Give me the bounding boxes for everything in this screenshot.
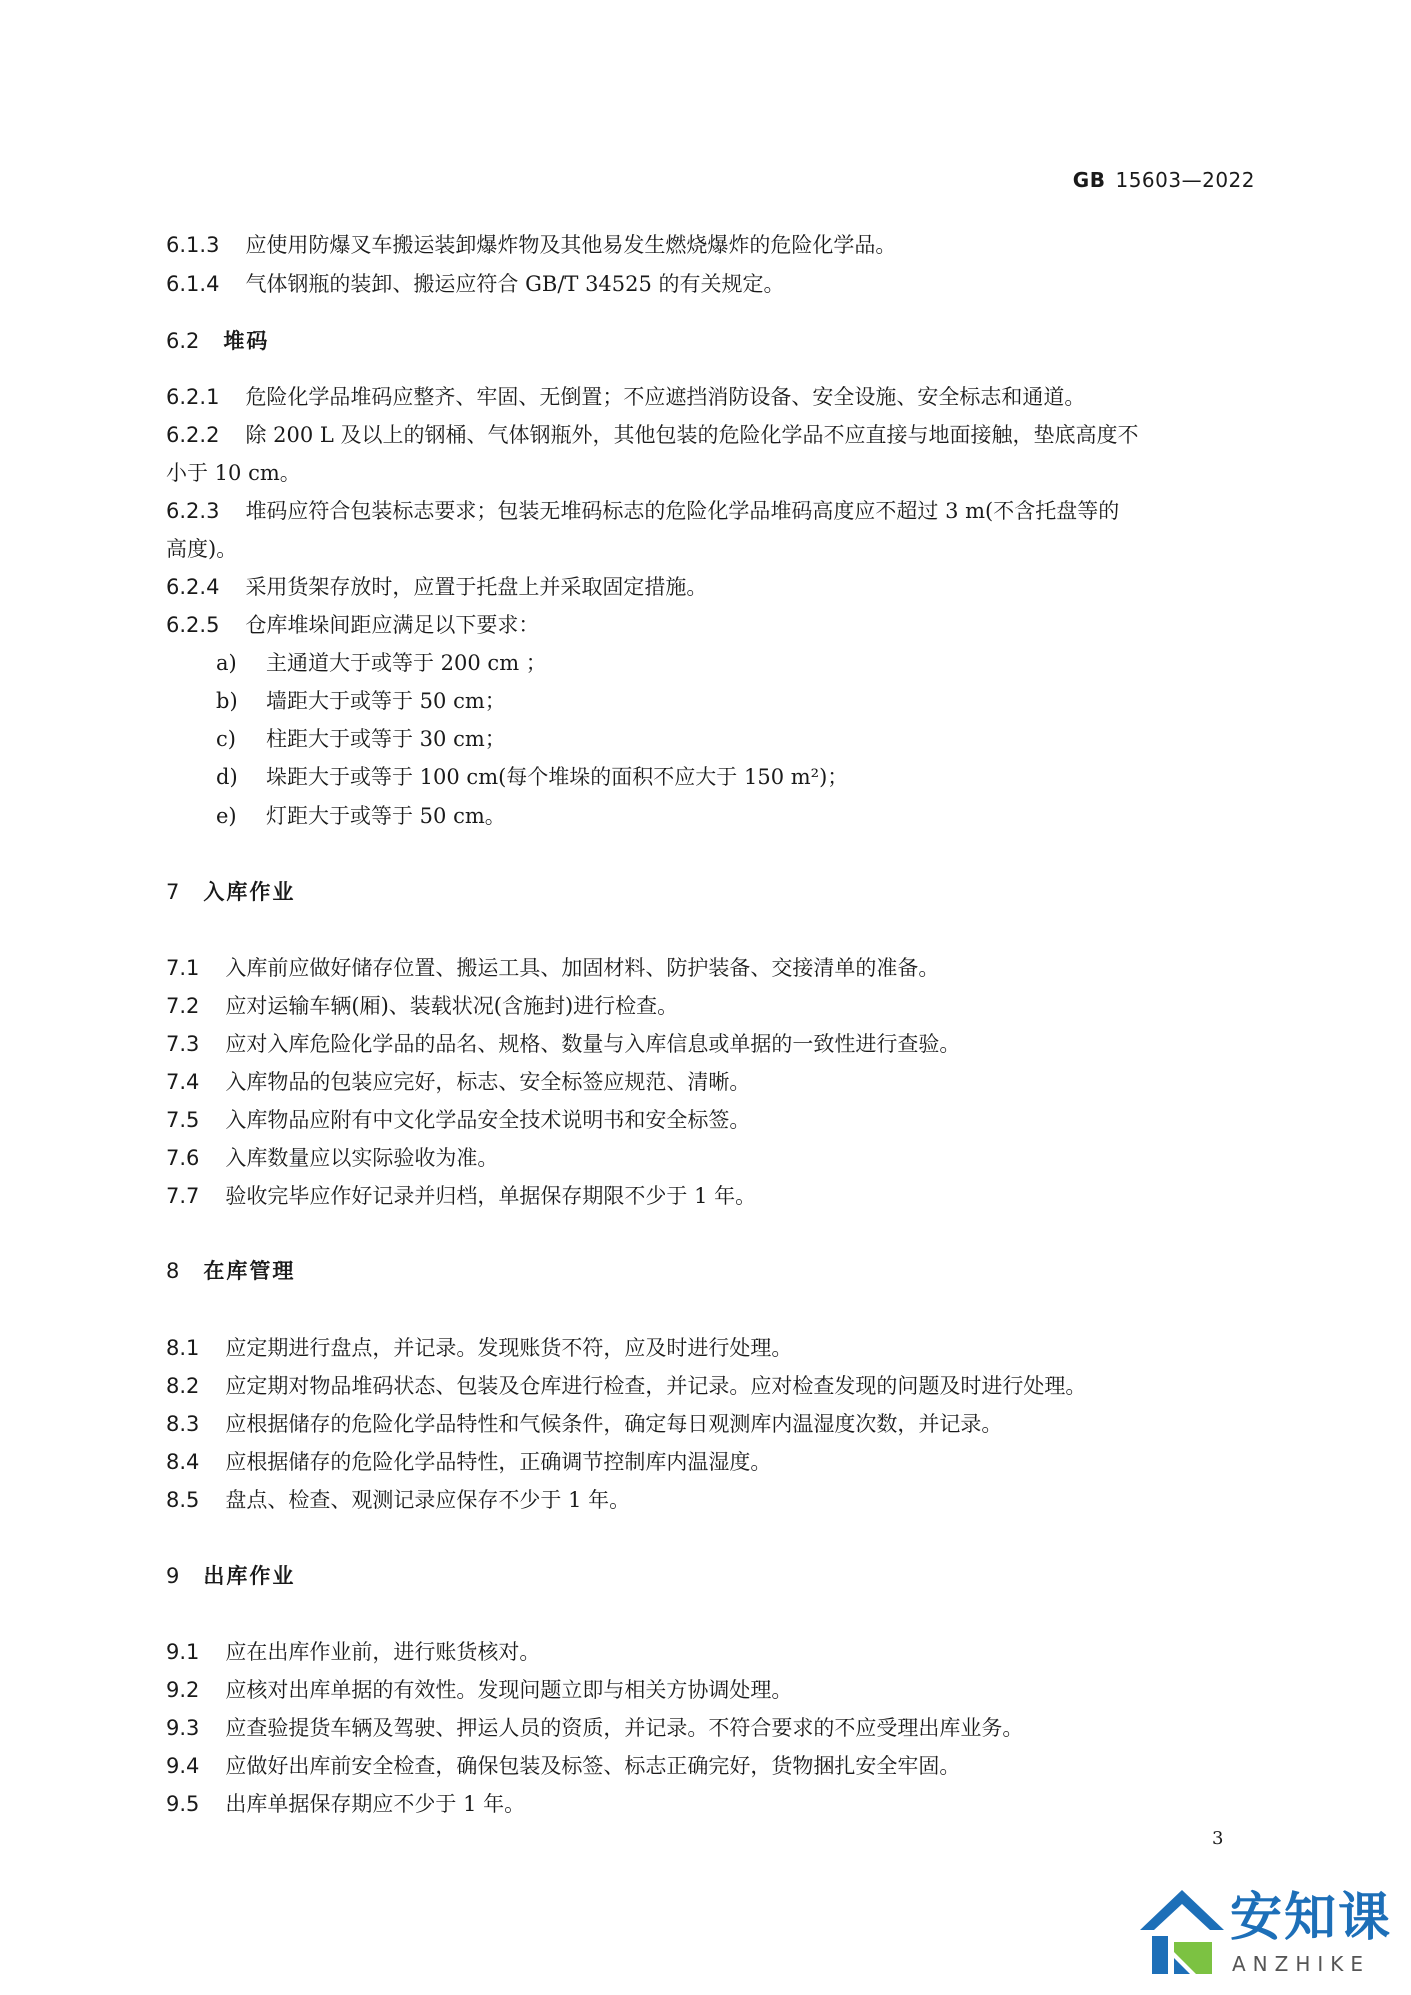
clause-number: 8.4 bbox=[166, 1450, 200, 1474]
clause-6-2-2 bbox=[166, 422, 1139, 448]
clause-text: 盘点、检查、观测记录应保存不少于 1 年。 bbox=[225, 1488, 631, 1512]
clause-text: 应根据储存的危险化学品特性和气候条件，确定每日观测库内温湿度次数，并记录。 bbox=[225, 1412, 1003, 1436]
clause-number: 7.5 bbox=[166, 1108, 200, 1132]
section-number: 8 bbox=[166, 1259, 180, 1283]
clause-7-2 bbox=[166, 993, 678, 1019]
clause-number: 6.2.4 bbox=[166, 575, 220, 599]
clause-7-1 bbox=[166, 955, 939, 981]
clause-text: 应定期进行盘点，并记录。发现账货不符，应及时进行处理。 bbox=[225, 1336, 793, 1360]
clause-8-1 bbox=[166, 1335, 792, 1361]
list-label: e) bbox=[216, 804, 237, 828]
clause-number: 9.3 bbox=[166, 1716, 200, 1740]
section-heading-6-2 bbox=[166, 328, 269, 354]
list-item bbox=[216, 803, 506, 829]
clause-number: 9.1 bbox=[166, 1640, 200, 1664]
clause-number: 6.2.3 bbox=[166, 499, 220, 523]
clause-9-3 bbox=[166, 1715, 1023, 1741]
header-prefix: GB bbox=[1072, 168, 1106, 192]
list-item bbox=[216, 688, 506, 714]
clause-7-6 bbox=[166, 1145, 498, 1171]
clause-9-5 bbox=[166, 1791, 525, 1817]
section-heading-8 bbox=[166, 1258, 295, 1284]
page-number: 3 bbox=[1212, 1828, 1224, 1849]
clause-text: 应对运输车辆(厢)、装载状况(含施封)进行检查。 bbox=[225, 994, 679, 1018]
list-label: d) bbox=[216, 765, 238, 789]
list-text: 主通道大于或等于 200 cm ； bbox=[266, 651, 547, 675]
clause-6-2-1 bbox=[166, 384, 1085, 410]
clause-text: 入库物品的包装应完好，标志、安全标签应规范、清晰。 bbox=[225, 1070, 751, 1094]
clause-6-1-3 bbox=[166, 232, 896, 258]
clause-6-2-2-continued: 小于 10 cm。 bbox=[166, 461, 301, 485]
list-item bbox=[216, 650, 547, 676]
clause-text: 应在出库作业前，进行账货核对。 bbox=[225, 1640, 541, 1664]
clause-number: 9.4 bbox=[166, 1754, 200, 1778]
clause-number: 8.5 bbox=[166, 1488, 200, 1512]
clause-text: 仓库堆垛间距应满足以下要求： bbox=[245, 613, 540, 637]
list-text: 灯距大于或等于 50 cm。 bbox=[266, 804, 506, 828]
clause-9-4 bbox=[166, 1753, 960, 1779]
clause-7-4 bbox=[166, 1069, 750, 1095]
clause-text: 气体钢瓶的装卸、搬运应符合 GB/T 34525 的有关规定。 bbox=[245, 272, 785, 296]
clause-number: 9.2 bbox=[166, 1678, 200, 1702]
list-text: 柱距大于或等于 30 cm； bbox=[266, 727, 506, 751]
clause-8-2 bbox=[166, 1373, 1086, 1399]
logo-text-en: ANZHIKE bbox=[1232, 1952, 1371, 1976]
clause-number: 6.1.4 bbox=[166, 272, 220, 296]
clause-number: 8.1 bbox=[166, 1336, 200, 1360]
section-number: 9 bbox=[166, 1564, 180, 1588]
logo-text-cn: 安知课 bbox=[1230, 1888, 1393, 1948]
clause-number: 6.2.2 bbox=[166, 423, 220, 447]
anzhike-logo bbox=[1138, 1886, 1400, 1986]
clause-9-1 bbox=[166, 1639, 540, 1665]
section-title: 出库作业 bbox=[203, 1564, 296, 1588]
clause-text: 入库数量应以实际验收为准。 bbox=[225, 1146, 499, 1170]
house-logo-icon bbox=[1138, 1886, 1226, 1982]
clause-6-2-5 bbox=[166, 612, 539, 638]
clause-text: 应根据储存的危险化学品特性，正确调节控制库内温湿度。 bbox=[225, 1450, 772, 1474]
clause-number: 7.2 bbox=[166, 994, 200, 1018]
clause-text: 出库单据保存期应不少于 1 年。 bbox=[225, 1792, 526, 1816]
clause-number: 6.1.3 bbox=[166, 233, 220, 257]
clause-text: 采用货架存放时，应置于托盘上并采取固定措施。 bbox=[245, 575, 708, 599]
clause-6-2-4 bbox=[166, 574, 707, 600]
list-label: a) bbox=[216, 651, 237, 675]
list-item bbox=[216, 726, 506, 752]
clause-text: 应定期对物品堆码状态、包装及仓库进行检查，并记录。应对检查发现的问题及时进行处理。 bbox=[225, 1374, 1087, 1398]
list-label: c) bbox=[216, 727, 236, 751]
standard-header bbox=[1073, 168, 1255, 192]
clause-number: 9.5 bbox=[166, 1792, 200, 1816]
clause-number: 7.7 bbox=[166, 1184, 200, 1208]
clause-6-2-3-continued: 高度)。 bbox=[166, 537, 238, 561]
clause-text: 入库物品应附有中文化学品安全技术说明书和安全标签。 bbox=[225, 1108, 751, 1132]
clause-number: 7.1 bbox=[166, 956, 200, 980]
list-text: 墙距大于或等于 50 cm； bbox=[266, 689, 506, 713]
section-heading-9 bbox=[166, 1563, 295, 1589]
clause-8-3 bbox=[166, 1411, 1002, 1437]
clause-text: 应做好出库前安全检查，确保包装及标签、标志正确完好，货物捆扎安全牢固。 bbox=[225, 1754, 961, 1778]
clause-number: 6.2.5 bbox=[166, 613, 220, 637]
clause-8-5 bbox=[166, 1487, 630, 1513]
clause-8-4 bbox=[166, 1449, 771, 1475]
list-label: b) bbox=[216, 689, 238, 713]
clause-text: 应查验提货车辆及驾驶、押运人员的资质，并记录。不符合要求的不应受理出库业务。 bbox=[225, 1716, 1024, 1740]
clause-number: 8.2 bbox=[166, 1374, 200, 1398]
clause-text: 应对入库危险化学品的品名、规格、数量与入库信息或单据的一致性进行查验。 bbox=[225, 1032, 961, 1056]
section-number: 6.2 bbox=[166, 329, 200, 353]
clause-number: 6.2.1 bbox=[166, 385, 220, 409]
clause-number: 8.3 bbox=[166, 1412, 200, 1436]
clause-7-3 bbox=[166, 1031, 960, 1057]
clause-7-5 bbox=[166, 1107, 750, 1133]
clause-number: 7.3 bbox=[166, 1032, 200, 1056]
clause-text: 入库前应做好储存位置、搬运工具、加固材料、防护装备、交接清单的准备。 bbox=[225, 956, 940, 980]
clause-9-2 bbox=[166, 1677, 792, 1703]
clause-6-2-3 bbox=[166, 498, 1119, 524]
clause-number: 7.4 bbox=[166, 1070, 200, 1094]
section-title: 入库作业 bbox=[203, 880, 296, 904]
section-heading-7 bbox=[166, 879, 295, 905]
clause-number: 7.6 bbox=[166, 1146, 200, 1170]
clause-7-7 bbox=[166, 1183, 756, 1209]
section-number: 7 bbox=[166, 880, 180, 904]
clause-text: 堆码应符合包装标志要求；包装无堆码标志的危险化学品堆码高度应不超过 3 m(不含托盘等的 bbox=[245, 499, 1120, 523]
clause-text: 危险化学品堆码应整齐、牢固、无倒置；不应遮挡消防设备、安全设施、安全标志和通道。 bbox=[245, 385, 1086, 409]
header-code: 15603—2022 bbox=[1115, 168, 1255, 192]
list-text: 垛距大于或等于 100 cm(每个堆垛的面积不应大于 150 m²)； bbox=[266, 765, 849, 789]
clause-text: 应核对出库单据的有效性。发现问题立即与相关方协调处理。 bbox=[225, 1678, 793, 1702]
list-item bbox=[216, 764, 848, 790]
clause-6-1-4 bbox=[166, 271, 785, 297]
section-title: 堆码 bbox=[223, 329, 270, 353]
section-title: 在库管理 bbox=[203, 1259, 296, 1283]
clause-text: 验收完毕应作好记录并归档，单据保存期限不少于 1 年。 bbox=[225, 1184, 757, 1208]
clause-text: 除 200 L 及以上的钢桶、气体钢瓶外，其他包装的危险化学品不应直接与地面接触，垫底高度不 bbox=[245, 423, 1139, 447]
clause-text: 应使用防爆叉车搬运装卸爆炸物及其他易发生燃烧爆炸的危险化学品。 bbox=[245, 233, 897, 257]
